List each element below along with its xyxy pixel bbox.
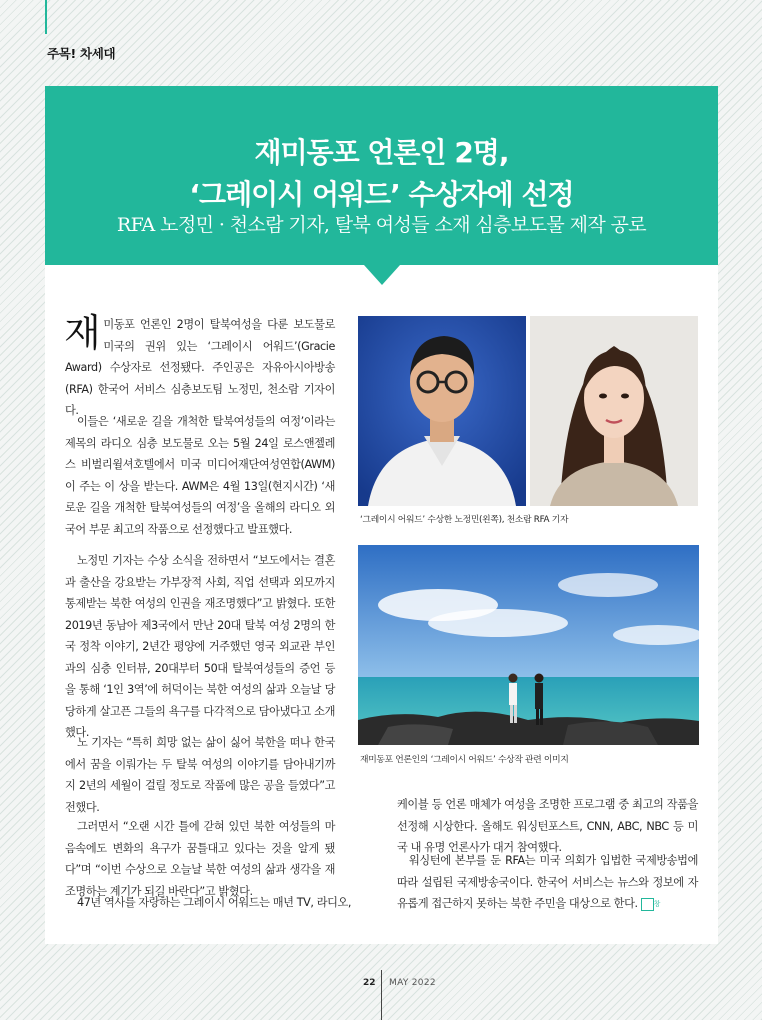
caption-portraits: ‘그레이시 어워드’ 수상한 노정민(왼쪽), 천소람 RFA 기자 [360, 515, 569, 525]
portrait-photo-left [358, 316, 526, 506]
paragraph-2: 이들은 ‘새로운 길을 개척한 탈북여성들의 여정’이라는 제목의 라디오 심층 보도물로 오는 5월 24일 로스앤젤레스 비벌리윌셔호텔에서 미국 미디어재단여성연합(AWM)이 주는 이 상을 받는다. AWM은 4월 13일(현지시간) ‘새로운 길을 개척한 탈북여성들의 여정’을 올해의 라디오 외국어 부문 최고의 작품으로 선정했다고 발표했다. [65, 415, 335, 536]
title-line-2: ‘그레이시 어워드’ 수상자에 선정 [189, 178, 574, 211]
footer-divider [381, 970, 382, 1020]
beach-scene-image [358, 545, 699, 745]
paragraph-5: 그러면서 “오랜 시간 틀에 갇혀 있던 북한 여성들의 마음속에도 변화의 욕구가 꿈틀대고 있다는 것을 알게 됐다”며 “이번 수상으로 오늘날 북한 여성의 삶과 생각을 재조명하는 계기가 되길 바란다”고 밝혔다. [65, 820, 335, 898]
section-label: 주목! 차세대 [47, 46, 116, 61]
title-line-1: 재미동포 언론인 2명, [254, 136, 509, 169]
title-banner [45, 86, 718, 265]
paragraph-4: 노 기자는 “특히 희망 없는 삶이 싫어 북한을 떠나 한국에서 꿈을 이뤄가는 두 탈북 여성의 이야기를 담아내기까지 2년의 세월이 걸릴 정도로 작품에 많은 공을 들였다”고 전했다. [65, 736, 335, 814]
paragraph-8: 워싱턴에 본부를 둔 RFA는 미국 의회가 입법한 국제방송법에 따라 설립된 국제방송국이다. 한국어 서비스는 뉴스와 정보에 자유롭게 접근하지 못하는 북한 주민을 대상으로 한다. 창 [397, 854, 698, 910]
man-portrait-image [358, 316, 526, 506]
woman-portrait-image [530, 316, 698, 506]
top-accent-line [45, 0, 47, 34]
banner-arrow [364, 265, 400, 285]
subtitle: RFA 노정민 · 천소람 기자, 탈북 여성들 소재 심층보도물 제작 공로 [116, 214, 647, 236]
paragraph-1: 재미동포 언론인 2명이 탈북여성을 다룬 보도물로 미국의 권위 있는 ‘그레이시 어워드’(Gracie Award) 수상자로 선정됐다. 주인공은 자유아시아방송(RFA) 한국어 서비스 심층보도팀 노정민, 천소람 기자이다. [64, 311, 335, 417]
page-number: 22 [363, 978, 376, 988]
beach-photo [358, 545, 699, 745]
end-mark-icon: 창 [641, 898, 654, 911]
paragraph-6: 47년 역사를 자랑하는 그레이시 어워드는 매년 TV, 라디오, [77, 896, 352, 909]
issue-date: MAY 2022 [389, 978, 436, 988]
caption-beach: 재미동포 언론인의 ‘그레이시 어워드’ 수상작 관련 이미지 [360, 755, 569, 765]
drop-cap: 재 [64, 311, 101, 355]
paragraph-3: 노정민 기자는 수상 소식을 전하면서 “보도에서는 결혼과 출산을 강요받는 가부장적 사회, 직업 선택과 외모까지 통제받는 북한 여성의 인권을 재조명했다”고 밝혔다. 또한 2019년 동남아 제3국에서 만난 20대 탈북 여성 2명의 한국 정착 이야기, 2년간 평양에 거주했던 영국 외교관 부인과의 심층 인터뷰, 20대부터 50대 탈북여성들의 증언 등을 통해 ‘1인 3역’에 허덕이는 북한 여성의 삶과 오늘날 당당하게 살고픈 그들의 욕구를 다각적으로 담아냈다고 소개했다. [65, 554, 335, 739]
paragraph-7: 케이블 등 언론 매체가 여성을 조명한 프로그램 중 최고의 작품을 선정해 시상한다. 올해도 워싱턴포스트, CNN, ABC, NBC 등 미국 내 유명 언론사가 대거 참여했다. [397, 798, 698, 854]
portrait-photo-right [530, 316, 698, 506]
